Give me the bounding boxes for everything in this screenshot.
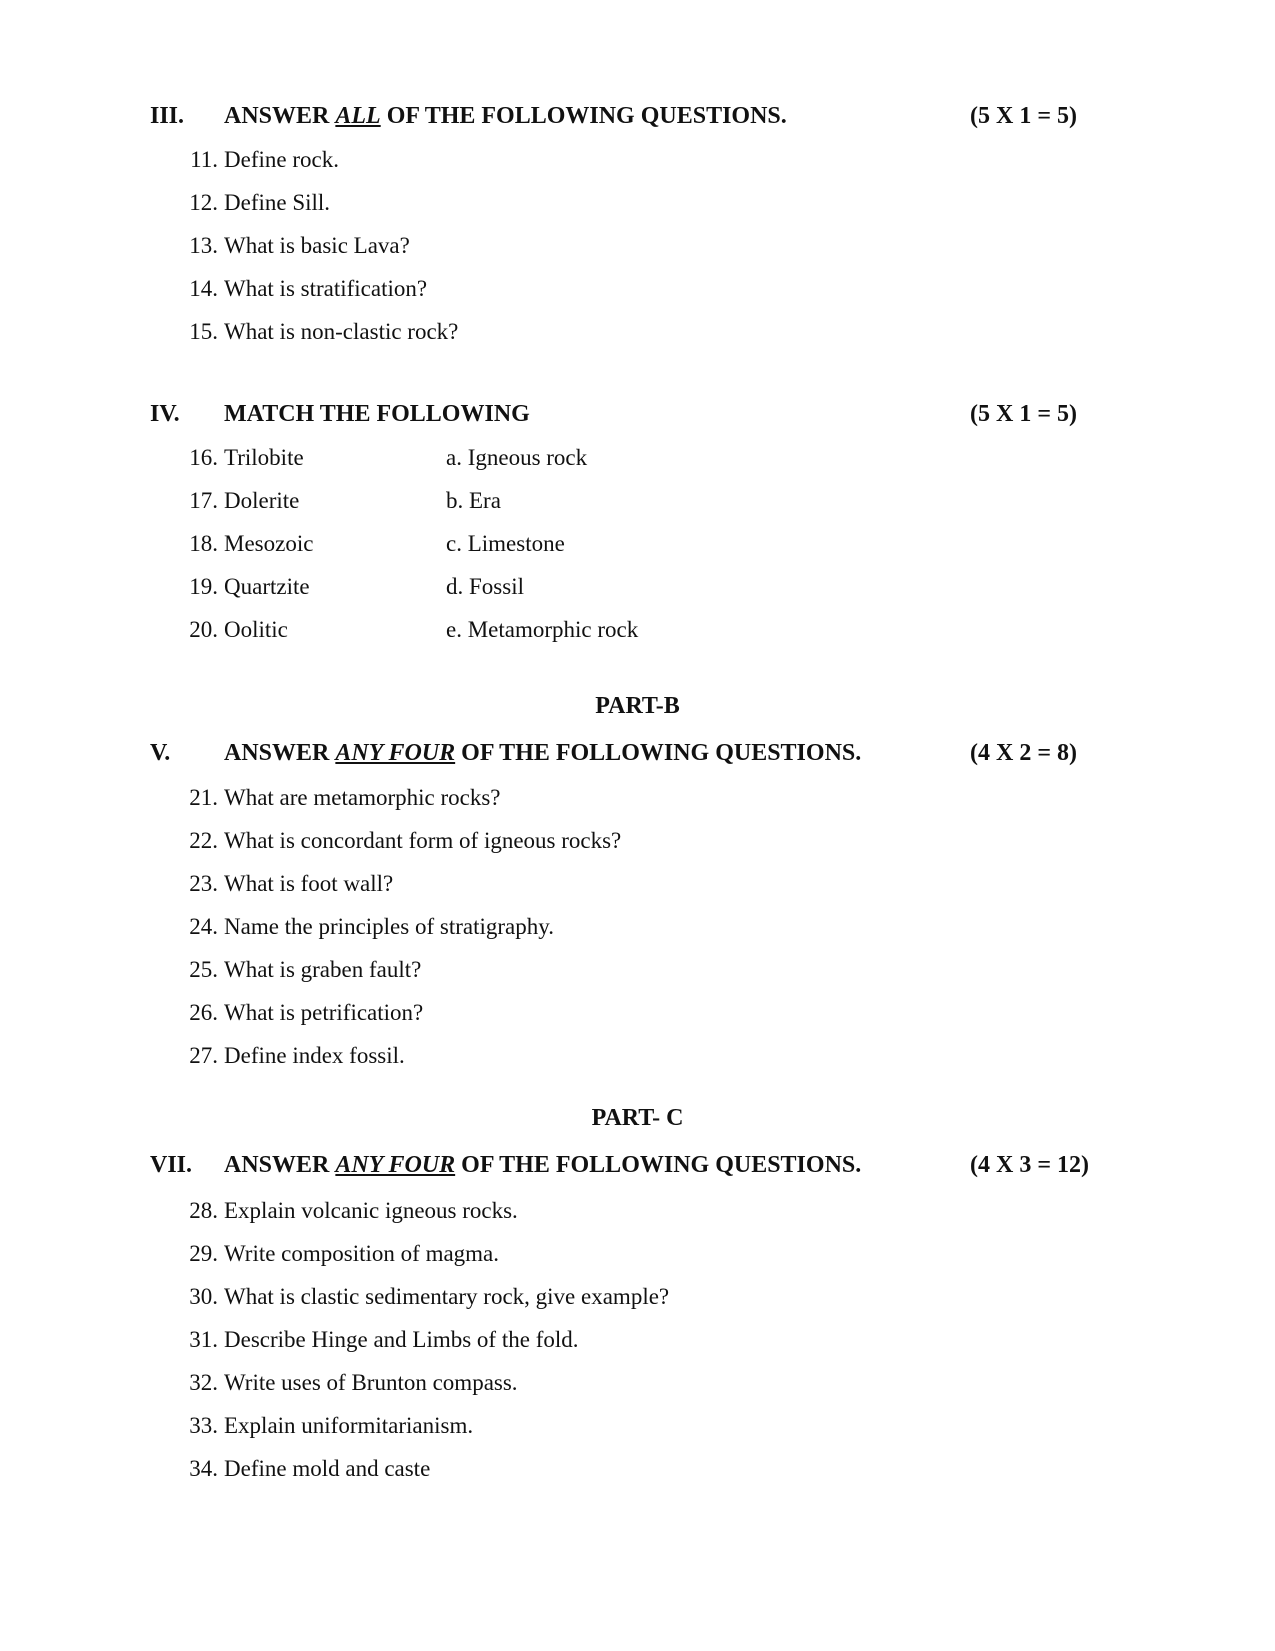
question-number: 17. bbox=[189, 488, 218, 513]
question-number: 21. bbox=[189, 785, 218, 810]
section-number: VII. bbox=[150, 1152, 193, 1178]
section-title: ANSWER ANY FOUR OF THE FOLLOWING QUESTIONS. bbox=[224, 740, 862, 766]
question-number: 20. bbox=[189, 617, 218, 642]
question-number: 25. bbox=[189, 957, 218, 982]
match-right-item: d. Fossil bbox=[446, 574, 524, 599]
question-text: Write composition of magma. bbox=[224, 1241, 500, 1266]
question-text: What is basic Lava? bbox=[224, 233, 410, 258]
question-number: 15. bbox=[189, 319, 218, 344]
question-item bbox=[180, 144, 339, 176]
match-right-item: a. Igneous rock bbox=[446, 445, 588, 470]
match-left-item bbox=[180, 442, 304, 474]
question-item bbox=[180, 187, 330, 219]
question-item bbox=[180, 997, 423, 1029]
question-text: Define index fossil. bbox=[224, 1043, 405, 1068]
section-title: MATCH THE FOLLOWING bbox=[224, 401, 530, 427]
question-item bbox=[180, 316, 458, 348]
section-number: V. bbox=[150, 740, 171, 766]
question-text: What is clastic sedimentary rock, give example? bbox=[224, 1284, 670, 1309]
question-number: 13. bbox=[189, 233, 218, 258]
section-marks: (4 X 2 = 8) bbox=[970, 740, 1077, 766]
question-text: Dolerite bbox=[224, 488, 300, 513]
question-number: 27. bbox=[189, 1043, 218, 1068]
section-marks: (4 X 3 = 12) bbox=[970, 1152, 1089, 1178]
question-item bbox=[180, 1410, 473, 1442]
question-item bbox=[180, 1238, 499, 1270]
question-number: 14. bbox=[189, 276, 218, 301]
question-item bbox=[180, 1281, 669, 1313]
section-4-header bbox=[150, 397, 1150, 431]
question-number: 16. bbox=[189, 445, 218, 470]
question-item bbox=[180, 868, 393, 900]
question-item bbox=[180, 1040, 405, 1072]
question-text: What is graben fault? bbox=[224, 957, 422, 982]
question-item bbox=[180, 1367, 518, 1399]
question-number: 23. bbox=[189, 871, 218, 896]
question-item bbox=[180, 954, 421, 986]
question-text: What is concordant form of igneous rocks? bbox=[224, 828, 622, 853]
match-right-item: b. Era bbox=[446, 488, 501, 513]
emphasis-word: ANY FOUR bbox=[335, 1152, 456, 1178]
part-c-heading: PART- C bbox=[591, 1105, 684, 1131]
section-number: III. bbox=[150, 103, 185, 129]
question-text: Write uses of Brunton compass. bbox=[224, 1370, 518, 1395]
question-number: 11. bbox=[190, 147, 218, 172]
question-number: 34. bbox=[189, 1456, 218, 1481]
question-text: What is petrification? bbox=[224, 1000, 424, 1025]
question-item bbox=[180, 782, 501, 814]
match-right-item: e. Metamorphic rock bbox=[446, 617, 639, 642]
emphasis-word: ANY FOUR bbox=[335, 740, 456, 766]
section-number: IV. bbox=[150, 401, 180, 427]
part-b-heading: PART-B bbox=[595, 693, 680, 719]
question-item bbox=[180, 273, 427, 305]
question-number: 32. bbox=[189, 1370, 218, 1395]
question-number: 19. bbox=[189, 574, 218, 599]
match-left-item bbox=[180, 528, 313, 560]
question-text: Quartzite bbox=[224, 574, 310, 599]
section-title: ANSWER ALL OF THE FOLLOWING QUESTIONS. bbox=[224, 103, 787, 129]
section-marks: (5 X 1 = 5) bbox=[970, 401, 1077, 427]
emphasis-word: ALL bbox=[335, 103, 381, 129]
question-text: Describe Hinge and Limbs of the fold. bbox=[224, 1327, 579, 1352]
question-item bbox=[180, 230, 410, 262]
question-number: 22. bbox=[189, 828, 218, 853]
question-text: Oolitic bbox=[224, 617, 288, 642]
section-5-header bbox=[150, 736, 1150, 770]
question-number: 33. bbox=[189, 1413, 218, 1438]
question-text: What are metamorphic rocks? bbox=[224, 785, 501, 810]
question-text: What is stratification? bbox=[224, 276, 428, 301]
question-text: Trilobite bbox=[224, 445, 304, 470]
question-text: Explain volcanic igneous rocks. bbox=[224, 1198, 518, 1223]
question-number: 26. bbox=[189, 1000, 218, 1025]
question-text: Explain uniformitarianism. bbox=[224, 1413, 474, 1438]
question-text: What is non-clastic rock? bbox=[224, 319, 459, 344]
question-number: 12. bbox=[189, 190, 218, 215]
question-number: 31. bbox=[189, 1327, 218, 1352]
question-text: Define rock. bbox=[224, 147, 339, 172]
question-text: Name the principles of stratigraphy. bbox=[224, 914, 554, 939]
section-title: ANSWER ANY FOUR OF THE FOLLOWING QUESTIONS. bbox=[224, 1152, 862, 1178]
section-marks: (5 X 1 = 5) bbox=[970, 103, 1077, 129]
match-left-item bbox=[180, 614, 288, 646]
question-text: What is foot wall? bbox=[224, 871, 394, 896]
question-number: 18. bbox=[189, 531, 218, 556]
question-item bbox=[180, 1324, 579, 1356]
question-item bbox=[180, 1453, 430, 1485]
question-number: 29. bbox=[189, 1241, 218, 1266]
match-left-item bbox=[180, 485, 299, 517]
question-item bbox=[180, 825, 621, 857]
question-number: 28. bbox=[189, 1198, 218, 1223]
section-7-header bbox=[150, 1148, 1150, 1182]
question-number: 24. bbox=[189, 914, 218, 939]
question-item bbox=[180, 911, 554, 943]
question-item bbox=[180, 1195, 518, 1227]
question-text: Define Sill. bbox=[224, 190, 331, 215]
match-right-item: c. Limestone bbox=[446, 531, 565, 556]
question-number: 30. bbox=[189, 1284, 218, 1309]
section-3-header bbox=[150, 99, 1150, 133]
question-text: Mesozoic bbox=[224, 531, 314, 556]
question-text: Define mold and caste bbox=[224, 1456, 431, 1481]
match-left-item bbox=[180, 571, 310, 603]
